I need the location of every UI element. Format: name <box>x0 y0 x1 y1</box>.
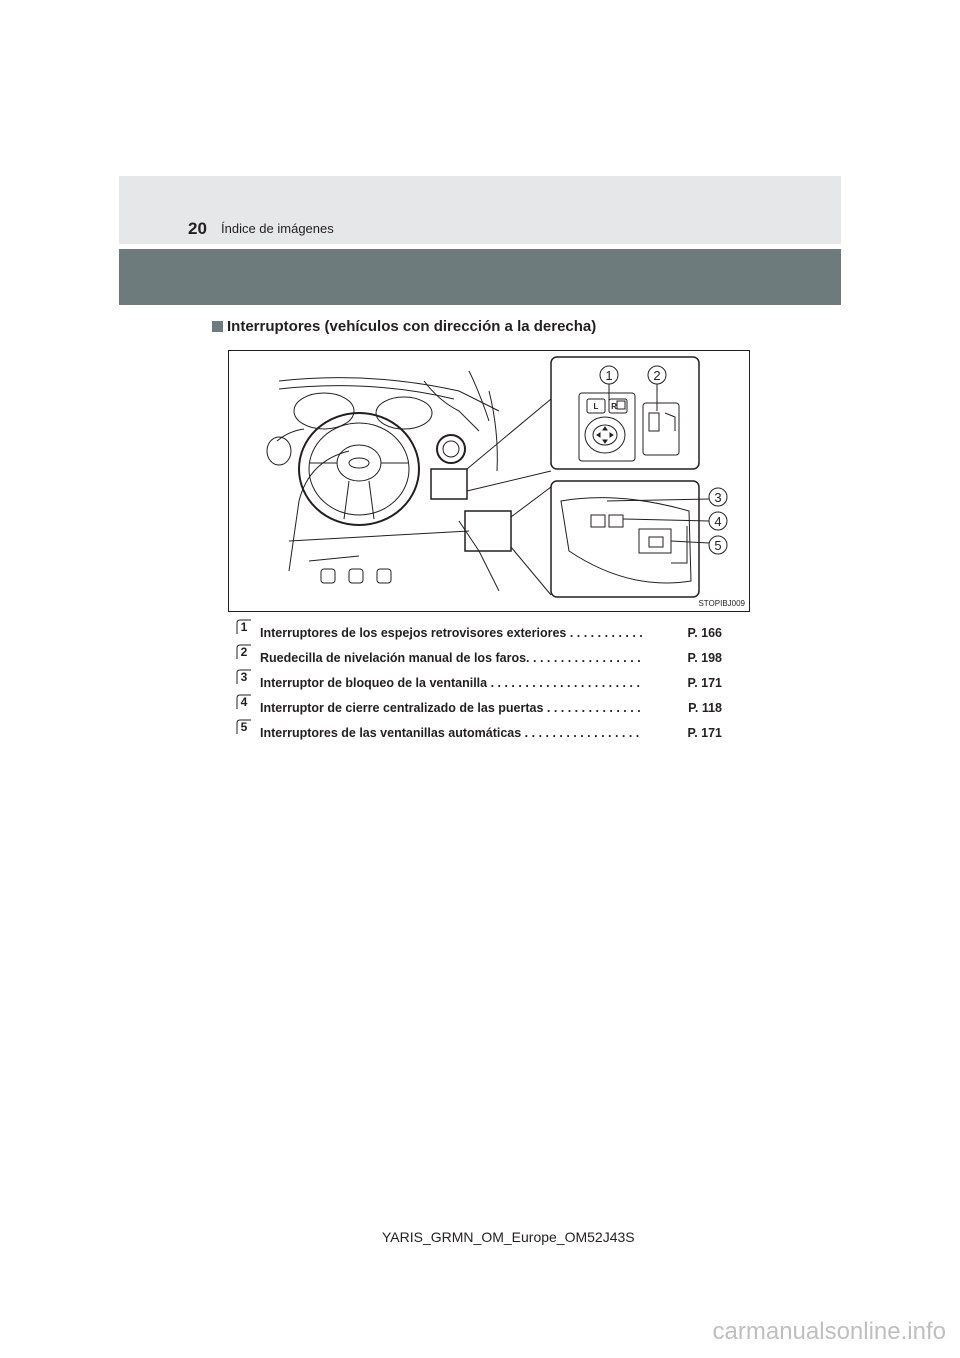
number-badge-icon <box>236 644 252 660</box>
callout-3: 3 <box>714 490 722 505</box>
svg-text:2: 2 <box>240 645 248 659</box>
item-text: Interruptores de los espejos retrovisores exteriores . . . . . . . . . . . <box>260 626 643 640</box>
item-text: Ruedecilla de nivelación manual de los faros. . . . . . . . . . . . . . . . . <box>260 651 641 665</box>
item-page-ref[interactable]: P. 171 <box>687 726 722 740</box>
section-heading-text: Interruptores (vehículos con dirección a la derecha) <box>227 318 597 335</box>
list-item <box>236 672 726 692</box>
header-title: Índice de imágenes <box>221 221 334 236</box>
callout-1: 1 <box>605 368 613 383</box>
number-badge-icon <box>236 669 252 685</box>
list-item <box>236 697 726 717</box>
list-item <box>236 722 726 742</box>
list-item <box>236 647 726 667</box>
item-text: Interruptores de las ventanillas automáticas . . . . . . . . . . . . . . . . . <box>260 726 640 740</box>
callout-2: 2 <box>653 368 661 383</box>
number-badge-icon <box>236 719 252 735</box>
svg-text:1: 1 <box>240 620 248 634</box>
page-number: 20 <box>188 219 207 238</box>
list-item <box>236 622 726 642</box>
svg-text:3: 3 <box>240 670 248 684</box>
svg-text:4: 4 <box>240 695 248 709</box>
item-page-ref[interactable]: P. 198 <box>687 651 722 665</box>
footer-doc-id: YARIS_GRMN_OM_Europe_OM52J43S <box>382 1229 635 1245</box>
mirror-switch-label-r: R <box>611 402 617 411</box>
mirror-switch-label-l: L <box>593 402 599 411</box>
callout-4: 4 <box>714 514 722 529</box>
item-page-ref[interactable]: P. 171 <box>687 676 722 690</box>
header-dark-band <box>119 249 841 305</box>
callout-5: 5 <box>714 538 722 553</box>
watermark: carmanualsonline.info <box>712 1318 946 1345</box>
item-page-ref[interactable]: P. 118 <box>688 701 722 715</box>
dashboard-illustration <box>229 351 750 612</box>
item-text: Interruptor de cierre centralizado de las puertas . . . . . . . . . . . . . . <box>260 701 641 715</box>
item-page-ref[interactable]: P. 166 <box>687 626 722 640</box>
svg-text:5: 5 <box>240 720 248 734</box>
figure-code: STOPIBJ009 <box>698 599 745 608</box>
number-badge-icon <box>236 694 252 710</box>
section-heading <box>212 318 596 335</box>
dashboard-figure <box>228 350 750 612</box>
heading-square-icon <box>212 321 223 332</box>
number-badge-icon <box>236 619 252 635</box>
item-text: Interruptor de bloqueo de la ventanilla . . . . . . . . . . . . . . . . . . . . . . <box>260 676 640 690</box>
